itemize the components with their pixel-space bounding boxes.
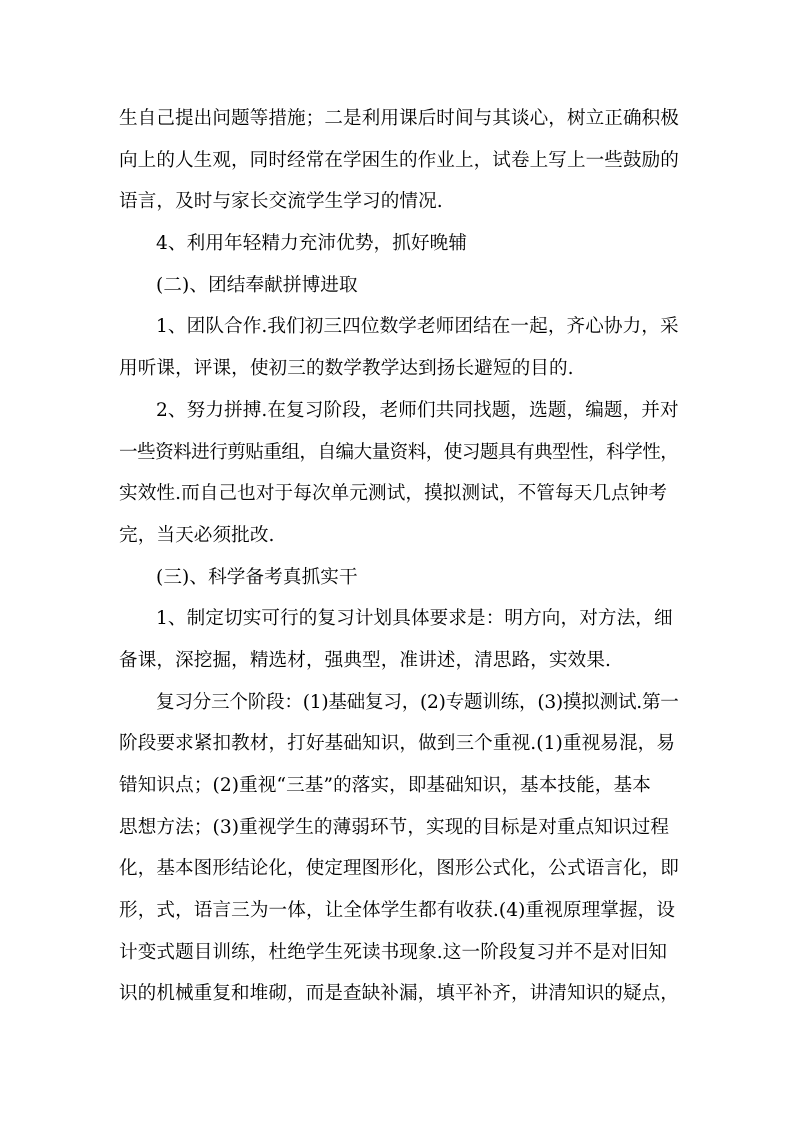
text-line: 2、努力拼搏.在复习阶段，老师们共同找题，选题，编题，并对	[156, 399, 679, 421]
text-line: 一些资料进行剪贴重组，自编大量资料，使习题具有典型性，科学性，	[119, 441, 679, 463]
text-line: 生自己提出问题等措施；二是利用课后时间与其谈心，树立正确积极	[119, 108, 679, 129]
text-line: 备课，深挖掘，精选材，强典型，准讲述，清思路，实效果.	[119, 649, 612, 671]
text-line: 实效性.而自己也对于每次单元测试，摸拟测试，不管每天几点钟考	[119, 483, 668, 505]
text-line: 4、利用年轻精力充沛优势，抓好晚辅	[156, 233, 468, 255]
text-line: 复习分三个阶段：(1)基础复习，(2)专题训练，(3)摸拟测试.第一	[156, 691, 679, 713]
text-line: 向上的人生观，同时经常在学困生的作业上，试卷上写上一些鼓励的	[119, 149, 679, 171]
document-page	[119, 98, 679, 1015]
text-line: 1、团队合作.我们初三四位数学老师团结在一起，齐心协力，采	[156, 316, 679, 338]
text-line: 用听课，评课，使初三的数学教学达到扬长避短的目的.	[119, 358, 574, 380]
text-line: (二)、团结奉献拼博进取	[156, 274, 358, 296]
text-line: 形，式，语言三为一体，让全体学生都有收获.(4)重视原理掌握，设	[119, 900, 676, 922]
text-line: (三)、科学备考真抓实干	[156, 566, 358, 588]
text-line: 化，基本图形结论化，使定理图形化，图形公式化，公式语言化，即	[119, 858, 679, 880]
text-line: 识的机械重复和堆砌，而是查缺补漏，填平补齐，讲清知识的疑点，	[119, 983, 679, 1005]
text-line: 错知识点；(2)重视“三基”的落实，即基础知识，基本技能，基本	[119, 775, 651, 796]
text-line: 语言，及时与家长交流学生学习的情况.	[119, 191, 443, 213]
text-line: 完，当天必须批改.	[119, 524, 275, 546]
text-line: 1、制定切实可行的复习计划具体要求是：明方向，对方法，细	[156, 608, 673, 630]
text-line: 阶段要求紧扣教材，打好基础知识，做到三个重视.(1)重视易混，易	[119, 733, 676, 755]
text-line: 思想方法；(3)重视学生的薄弱环节，实现的目标是对重点知识过程	[119, 816, 670, 838]
text-line: 计变式题目训练，杜绝学生死读书现象.这一阶段复习并不是对旧知	[119, 941, 668, 963]
